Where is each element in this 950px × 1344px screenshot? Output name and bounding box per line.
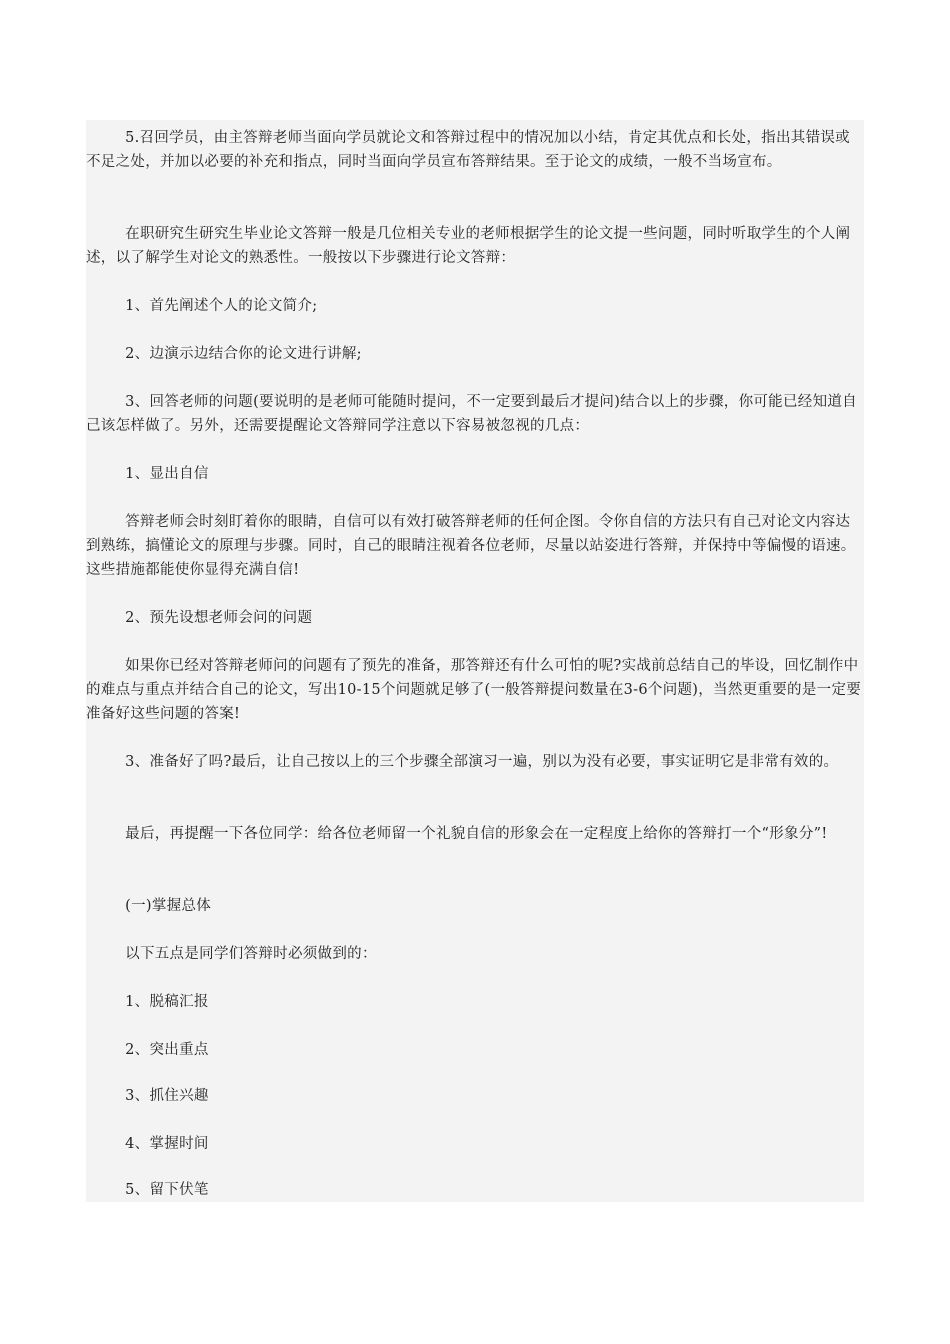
paragraph-confidence: 答辩老师会时刻盯着你的眼睛，自信可以有效打破答辩老师的任何企图。令你自信的方法只有自己对论文内容达到熟练，搞懂论文的原理与步骤。同时，自己的眼睛注视着各位老师，尽量以站姿进行答辩，并保持中等偏慢的语速。这些措施都能使你显得充满自信!	[86, 514, 856, 578]
list-item-point-2: 2、突出重点	[125, 1042, 209, 1058]
list-item-step-2: 2、边演示边结合你的论文进行讲解;	[125, 346, 362, 362]
heading-show-confidence: 1、显出自信	[125, 466, 209, 482]
heading-anticipate-questions: 2、预先设想老师会问的问题	[125, 610, 313, 626]
list-item-point-1: 1、脱稿汇报	[125, 994, 209, 1010]
list-item-step-3: 3、回答老师的问题(要说明的是老师可能随时提问，不一定要到最后才提问)结合以上的步骤，你可能已经知道自己该怎样做了。另外，还需要提醒论文答辩同学注意以下容易被忽视的几点：	[86, 394, 857, 434]
list-item-step-1: 1、首先阐述个人的论文简介;	[125, 298, 318, 314]
paragraph-summary-step: 5.召回学员，由主答辩老师当面向学员就论文和答辩过程中的情况加以小结，肯定其优点和长处，指出其错误或不足之处，并加以必要的补充和指点，同时当面向学员宣布答辩结果。至于论文的成绩，一般不当场宣布。	[86, 130, 850, 170]
list-item-point-3: 3、抓住兴趣	[125, 1088, 209, 1104]
paragraph-rehearse: 3、准备好了吗?最后，让自己按以上的三个步骤全部演习一遍，别以为没有必要，事实证明它是非常有效的。	[125, 754, 839, 770]
paragraph-defense-intro: 在职研究生研究生毕业论文答辩一般是几位相关专业的老师根据学生的论文提一些问题，同时听取学生的个人阐述，以了解学生对论文的熟悉性。一般按以下步骤进行论文答辩：	[86, 226, 851, 266]
paragraph-anticipate: 如果你已经对答辩老师问的问题有了预先的准备，那答辩还有什么可怕的呢?实战前总结自己的毕设，回忆制作中的难点与重点并结合自己的论文，写出10-15个问题就足够了(一般答辩提问数量在3-6个问题)，当然更重要的是一定要准备好这些问题的答案!	[86, 658, 862, 722]
list-item-point-4: 4、掌握时间	[125, 1136, 209, 1152]
paragraph-final-reminder: 最后，再提醒一下各位同学：给各位老师留一个礼貌自信的形象会在一定程度上给你的答辩打一个“形象分”!	[125, 826, 828, 842]
paragraph-five-points: 以下五点是同学们答辩时必须做到的：	[125, 946, 377, 962]
heading-master-overall: (一)掌握总体	[125, 898, 212, 914]
document-body	[86, 120, 864, 1202]
list-item-point-5: 5、留下伏笔	[125, 1182, 209, 1198]
